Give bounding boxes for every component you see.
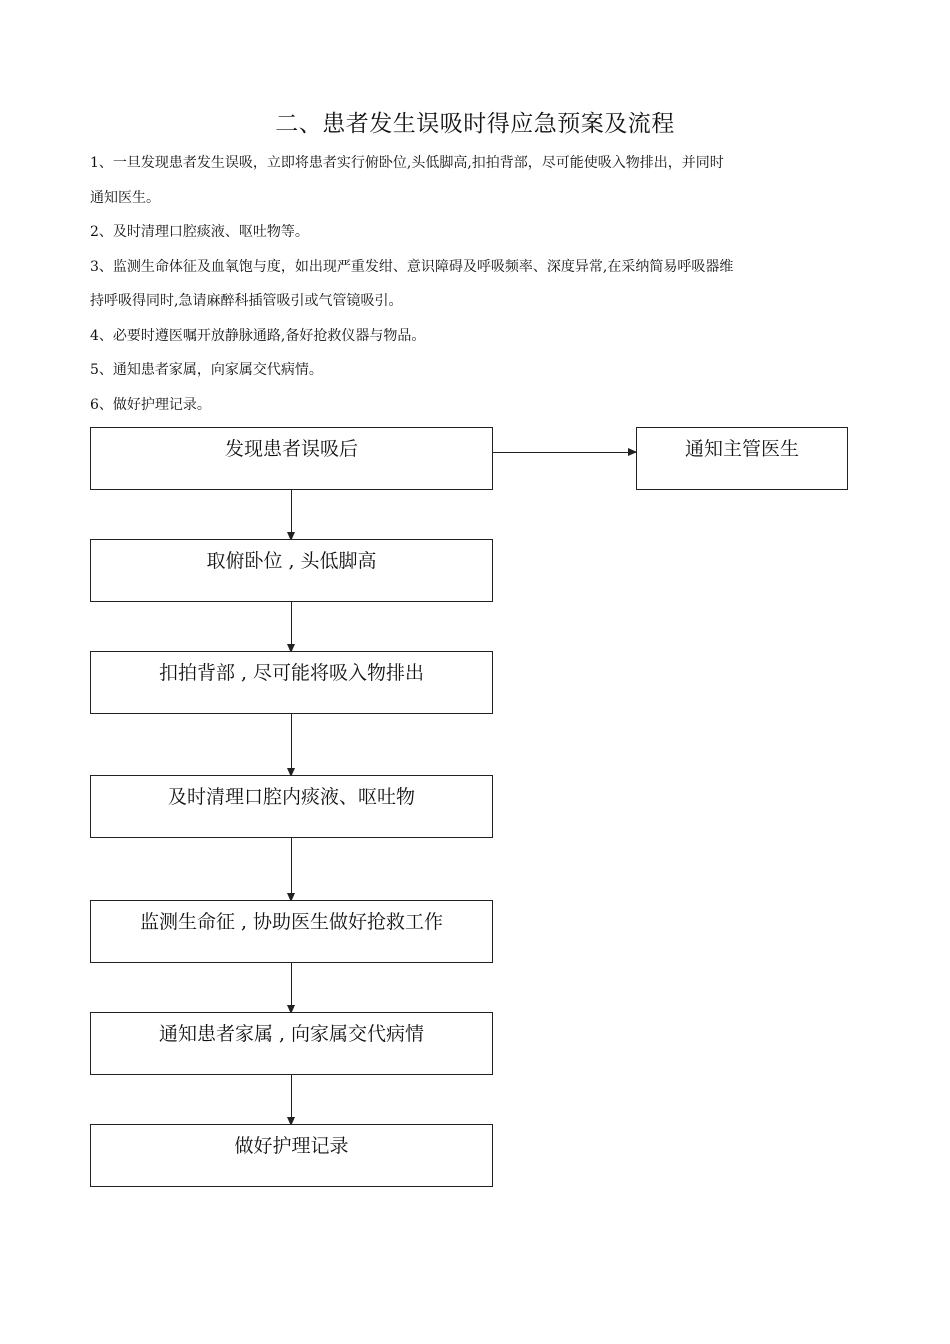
step-3 — [90, 250, 865, 319]
flow-box-clear-airway: 及时清理口腔内痰液、呕吐物 — [90, 775, 493, 838]
step-3-line-1: 3、监测生命体征及血氧饱与度，如出现严重发绀、意识障碍及呼吸频率、深度异常,在采纳简易呼吸器维 — [90, 258, 734, 275]
step-2: 2、及时清理口腔痰液、呕吐物等。 — [90, 224, 309, 240]
arrow-down-2 — [291, 602, 292, 652]
step-1-line-1: 1、一旦发现患者发生误吸，立即将患者实行俯卧位,头低脚高,扣拍背部，尽可能使吸入物排出，并同时 — [90, 155, 724, 171]
flow-box-pat-back: 扣拍背部 , 尽可能将吸入物排出 — [90, 651, 493, 714]
arrow-down-5 — [291, 963, 292, 1013]
flow-box-prone-position: 取俯卧位 , 头低脚高 — [90, 539, 493, 602]
arrow-down-4 — [291, 838, 292, 901]
arrow-down-1 — [291, 490, 292, 540]
page-title: 二、患者发生误吸时得应急预案及流程 — [275, 111, 675, 137]
procedure-steps — [90, 146, 865, 422]
flow-box-notify-family: 通知患者家属 , 向家属交代病情 — [90, 1012, 493, 1075]
step-5: 5、通知患者家属，向家属交代病情。 — [90, 362, 323, 378]
flow-box-notify-doctor: 通知主管医生 — [636, 427, 848, 490]
arrow-down-6 — [291, 1075, 292, 1125]
step-1-line-2: 通知医生。 — [90, 189, 160, 206]
flow-box-nursing-record: 做好护理记录 — [90, 1124, 493, 1187]
step-4: 4、必要时遵医嘱开放静脉通路,备好抢救仪器与物品。 — [90, 327, 426, 344]
flow-box-discover: 发现患者误吸后 — [90, 427, 493, 490]
arrow-down-3 — [291, 714, 292, 776]
flow-box-monitor-vitals: 监测生命征 , 协助医生做好抢救工作 — [90, 900, 493, 963]
arrow-to-notify-doctor — [493, 452, 636, 453]
step-6: 6、做好护理记录。 — [90, 396, 211, 413]
step-3-line-2: 持呼吸得同时,急请麻醉科插管吸引或气管镜吸引。 — [90, 293, 403, 309]
step-1 — [90, 146, 865, 215]
